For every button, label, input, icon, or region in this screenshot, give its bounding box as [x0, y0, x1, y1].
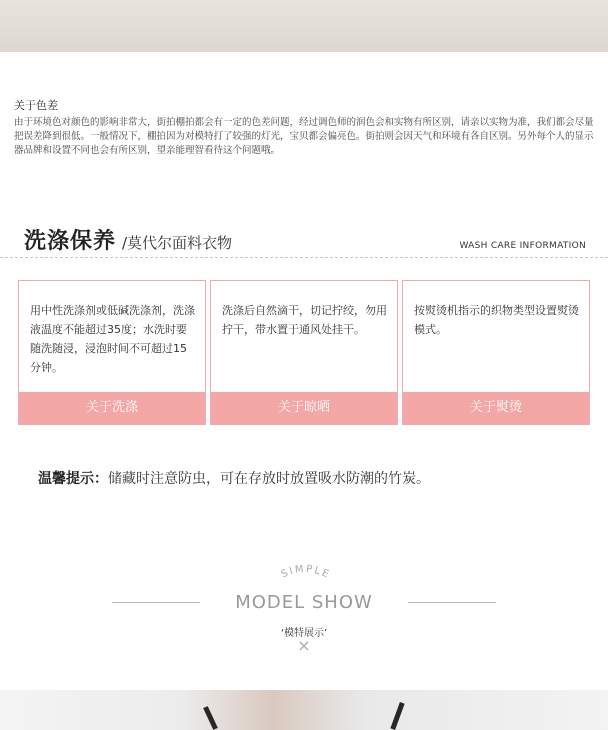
- wash-care-title: 洗涤保养: [24, 229, 117, 254]
- top-photo-strip: [0, 0, 608, 52]
- care-card-ironing: [402, 280, 590, 425]
- model-photo: [0, 690, 608, 730]
- model-show-title: MODEL SHOW: [235, 592, 373, 613]
- wash-care-english: WASH CARE INFORMATION: [459, 241, 586, 251]
- svg-text:SIMPLE: [280, 564, 332, 581]
- color-diff-title: 关于色差: [14, 99, 58, 112]
- care-card-text: 用中性洗涤剂或低碱洗涤剂，洗涤液温度不能超过35度；水洗时要随洗随浸，浸泡时间不可超过15分钟。: [30, 304, 195, 374]
- tip-label: 温馨提示：: [38, 471, 108, 487]
- close-icon: ×: [297, 636, 311, 655]
- color-diff-body: 由于环境色对颜色的影响非常大，街拍棚拍都会有一定的色差问题，经过调色师的润色会和实物有所区别，请亲以实物为准，我们都会尽量把误差降到很低。一般情况下，棚拍因为对模特打了较强的灯光，宝贝都会偏亮色。街拍则会因天气和环境有各自区别。另外每个人的显示器品牌和设置不同也会有所区别，望亲能理智看待这个问题哦。: [14, 117, 594, 156]
- simple-label: SIMPLE: [279, 563, 333, 582]
- wash-care-subtitle: /莫代尔面料衣物: [122, 234, 233, 252]
- care-card-label: 关于洗涤: [19, 392, 205, 424]
- tip-text: 储藏时注意防虫，可在存放时放置吸水防潮的竹炭。: [108, 471, 430, 487]
- care-card-text: 按熨烫机指示的织物类型设置熨烫模式。: [414, 304, 579, 336]
- section-divider: [0, 257, 608, 258]
- care-card-washing: [18, 280, 206, 425]
- photo-strap-left: [203, 706, 218, 730]
- care-card-label: 关于晾晒: [211, 392, 397, 424]
- photo-strap-right: [390, 702, 404, 730]
- care-card-label: 关于熨烫: [403, 392, 589, 424]
- model-show-chinese: ‘模特展示’: [280, 628, 328, 639]
- simple-arc-text: [270, 560, 340, 584]
- storage-tip: [38, 468, 430, 488]
- care-card-text: 洗涤后自然滴干，切记拧绞，勿用拧干，带水置于通风处挂干。: [222, 304, 387, 336]
- care-card-drying: [210, 280, 398, 425]
